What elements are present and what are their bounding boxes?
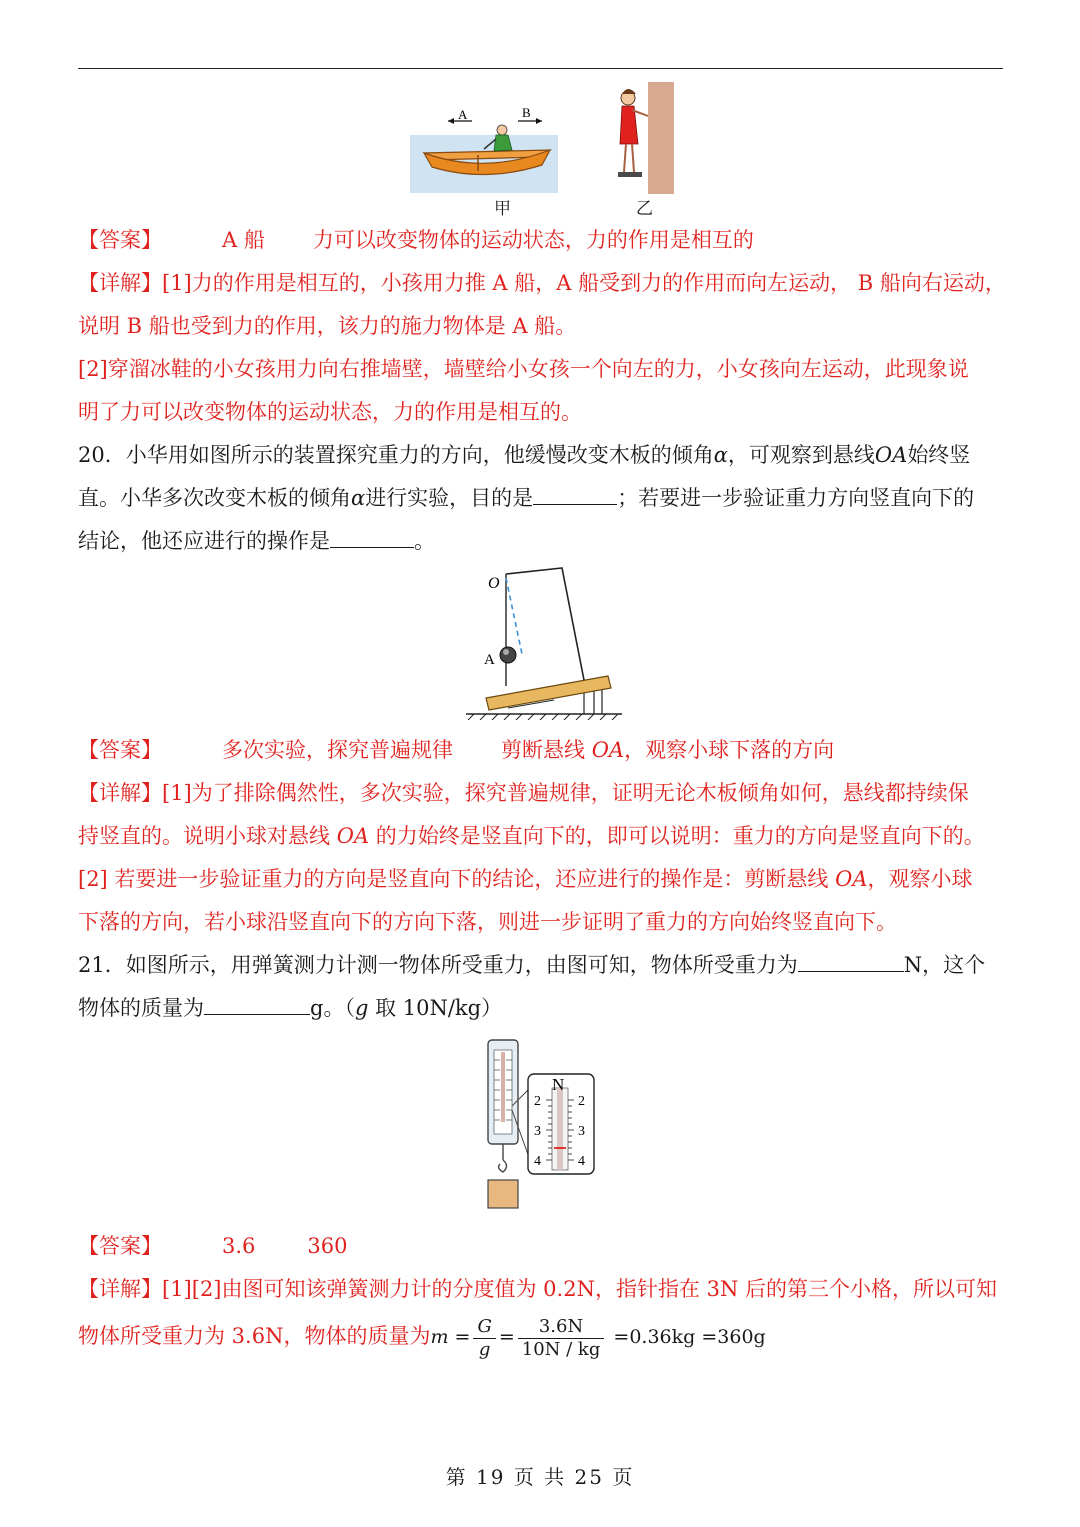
answer-value: 剪断悬线 <box>501 738 592 762</box>
detail-text: 的力始终是竖直向下的，即可以说明：重力的方向是竖直向下的。 <box>369 824 985 848</box>
detail-text: ，观察小球 <box>867 867 973 891</box>
fig-label-a: A <box>458 107 468 122</box>
fig-label-b: B <box>522 105 531 120</box>
oa-symbol: OA <box>835 867 868 891</box>
stem-text: 结论，他还应进行的操作是 <box>78 529 330 553</box>
boat-figure <box>410 95 558 193</box>
q20-stem-line <box>78 441 1008 469</box>
detail-text: [1]力的作用是相互的，小孩用力推 A 船，A 船受到力的作用而向左运动， B 船向右运动， <box>162 271 1006 295</box>
scale-unit-label: N <box>552 1075 565 1094</box>
q19-answer <box>78 226 1008 254</box>
answer-blank[interactable] <box>330 527 414 548</box>
q19-detail-line <box>78 269 1008 297</box>
girl-wall-figure <box>612 82 674 194</box>
oa-symbol: OA <box>336 824 370 848</box>
incline-pendulum-figure <box>466 562 622 720</box>
answer-value: ，观察小球下落的方向 <box>624 738 835 762</box>
fig-label-o: O <box>488 575 500 592</box>
answer-blank[interactable] <box>533 484 617 505</box>
answer-value: 多次实验，探究普遍规律 <box>222 738 453 762</box>
q20-detail-line <box>78 822 1008 850</box>
q21-answer <box>78 1232 1008 1260</box>
scale-tick-label: 4 <box>534 1154 541 1169</box>
answer-value: 360 <box>307 1234 348 1258</box>
frac-denominator: 10N / kg <box>521 1338 601 1360</box>
answer-tag: 【答案】 <box>78 738 162 762</box>
stem-text: 。 <box>414 529 435 553</box>
scale-tick-label: 3 <box>534 1124 541 1139</box>
answer-blank[interactable] <box>798 951 904 972</box>
q20-detail-line <box>78 865 1008 893</box>
page-footer: 第 19 页 共 25 页 <box>445 1465 635 1489</box>
q19-detail-line: [2]穿溜冰鞋的小女孩用力向右推墙壁，墙壁给小女孩一个向左的力，小女孩向左运动，此现象说 <box>78 357 969 381</box>
spring-scale-figure <box>480 1036 596 1210</box>
stem-text: ；若要进一步验证重力方向竖直向下的 <box>617 486 975 510</box>
m-symbol: m <box>430 1326 449 1348</box>
equals-sign: = <box>454 1326 471 1348</box>
answer-value: A 船 <box>222 228 265 252</box>
header-rule <box>78 68 1003 69</box>
q21-stem-line <box>78 951 1008 979</box>
answer-tag: 【答案】 <box>78 228 162 252</box>
detail-text: [1]为了排除偶然性，多次实验，探究普遍规律，证明无论木板倾角如何，悬线都持续保 <box>162 781 969 805</box>
answer-blank[interactable] <box>204 994 310 1015</box>
scale-tick-label: 4 <box>578 1154 585 1169</box>
stem-text: g。（ <box>310 996 355 1020</box>
alpha-symbol: α <box>351 486 366 510</box>
detail-text: [1][2]由图可知该弹簧测力计的分度值为 0.2N，指针指在 3N 后的第三个小格，所以可知 <box>162 1277 998 1301</box>
q21-detail-line <box>78 1312 1008 1361</box>
frac-numerator: 3.6N <box>518 1316 605 1339</box>
formula-result: =0.36kg =360g <box>613 1326 766 1348</box>
stem-text: 直。小华多次改变木板的倾角 <box>78 486 351 510</box>
stem-text: 物体的质量为 <box>78 996 204 1020</box>
answer-value: 3.6 <box>222 1234 256 1258</box>
q19-detail-line: 说明 B 船也受到力的作用，该力的施力物体是 A 船。 <box>78 314 577 338</box>
equals-sign: = <box>498 1326 515 1348</box>
stem-text: 21．如图所示，用弹簧测力计测一物体所受重力，由图可知，物体所受重力为 <box>78 953 798 977</box>
detail-text: 物体所受重力为 3.6N，物体的质量为 <box>78 1324 431 1348</box>
stem-text: 取 10N/kg） <box>368 996 503 1020</box>
g-symbol: g <box>354 996 369 1020</box>
frac-numerator: G <box>477 1315 492 1337</box>
stem-text: 20．小华用如图所示的装置探究重力的方向，他缓慢改变木板的倾角 <box>78 443 714 467</box>
oa-symbol: OA <box>874 443 908 467</box>
detail-tag: 【详解】 <box>78 1277 162 1301</box>
alpha-symbol: α <box>713 443 728 467</box>
answer-value: 力可以改变物体的运动状态，力的作用是相互的 <box>312 228 754 252</box>
q20-detail-line <box>78 779 1008 807</box>
detail-text: [2] 若要进一步验证重力的方向是竖直向下的结论，还应进行的操作是：剪断悬线 <box>78 867 836 891</box>
scale-tick-label: 2 <box>534 1094 541 1109</box>
q19-detail-line: 明了力可以改变物体的运动状态，力的作用是相互的。 <box>78 400 582 424</box>
frac-denominator: g <box>478 1338 491 1360</box>
oa-symbol: OA <box>591 738 625 762</box>
detail-tag: 【详解】 <box>78 271 162 295</box>
q21-detail-line <box>78 1275 1008 1303</box>
q21-stem-line <box>78 994 1008 1022</box>
answer-tag: 【答案】 <box>78 1234 162 1258</box>
fig-label-a: A <box>484 652 495 668</box>
stem-text: ，可观察到悬线 <box>727 443 875 467</box>
fraction-g-over-g <box>473 1316 495 1361</box>
scale-tick-label: 2 <box>578 1094 585 1109</box>
fraction-values <box>518 1316 605 1361</box>
q20-stem-line <box>78 527 1008 555</box>
stem-text: 始终竖 <box>907 443 971 467</box>
caption-yi: 乙 <box>636 199 653 219</box>
q20-stem-line <box>78 484 1008 512</box>
stem-text: 进行实验，目的是 <box>365 486 534 510</box>
mass-formula <box>430 1315 766 1360</box>
detail-tag: 【详解】 <box>78 781 162 805</box>
q20-answer <box>78 736 1008 764</box>
scale-tick-label: 3 <box>578 1124 585 1139</box>
q20-detail-line: 下落的方向，若小球沿竖直向下的方向下落，则进一步证明了重力的方向始终竖直向下。 <box>78 910 897 934</box>
detail-text: 持竖直的。说明小球对悬线 <box>78 824 337 848</box>
caption-jia: 甲 <box>494 199 511 219</box>
stem-text: N，这个 <box>903 953 986 977</box>
